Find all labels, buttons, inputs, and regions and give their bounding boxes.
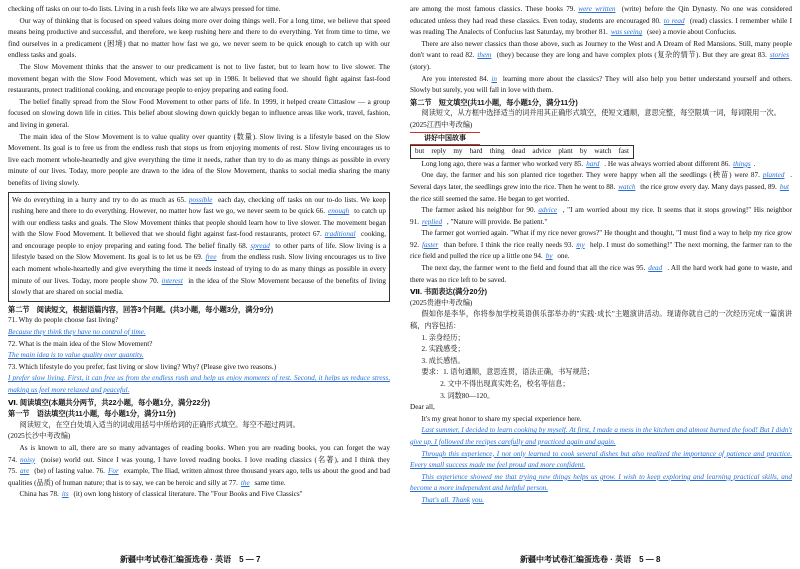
- requirement-3: 3. 词数80—120。: [440, 391, 495, 400]
- writing-prompt: 假如你是李华，你将参加学校英语俱乐部举办的"实践·成长"主题演讲活动。现请你就自己的一次经历完成一篇演讲稿，内容包括：: [410, 310, 792, 331]
- answer-68[interactable]: spread: [250, 241, 270, 250]
- requirement-1: 要求：1. 语句通顺，意思连贯，语法正确，书写规范；: [421, 368, 595, 377]
- paragraph: There are also newer classics than those above, such as Journey to the West and A Dream of Red Mansions. Still, many people don't want to read 82. them (they) because they are long and have complex plots (复杂的情节). But they are great 83. stories (story).: [410, 39, 792, 71]
- answer-82[interactable]: them: [477, 51, 492, 60]
- answer-79[interactable]: were written: [578, 5, 616, 13]
- answer-65[interactable]: possible: [188, 195, 213, 204]
- summary-box: [8, 192, 390, 302]
- instruction: 阅读短文，从方框中选择适当的词并用其正确形式填空，使短文通顺，意思完整，每空限填一词，每词限用一次。: [421, 109, 781, 118]
- answer-95[interactable]: dead: [648, 264, 663, 273]
- answer-72[interactable]: The main idea is to value quality over quantity.: [8, 351, 144, 360]
- answer-74[interactable]: noisy: [19, 455, 36, 464]
- part-heading: Ⅶ. 书面表达(满分20分): [410, 287, 488, 297]
- answer-92[interactable]: faster: [421, 240, 439, 249]
- answer-77[interactable]: the: [240, 478, 250, 487]
- answer-85[interactable]: hard: [586, 159, 600, 168]
- essay-salutation: Dear all,: [410, 403, 435, 412]
- question-71: 71. Why do people choose fast living?: [8, 316, 119, 325]
- footer-left: 新疆中考试卷汇编蛋选卷 · 英语 5 — 7: [120, 555, 261, 564]
- answer-75[interactable]: are: [19, 467, 30, 476]
- section-heading: 第二节 阅读短文，根据语篇内容，回答3个问题。(共3小题，每小题3分，满分9分): [8, 304, 274, 314]
- left-column: [8, 4, 390, 501]
- grammar-passage: As is known to all, there are so many advantages of reading books. When you are reading books, you can forget the way 74. noisy (noise) world out. Since I was young, I have loved reading books. I love reading classics (名著), and I think they 75. are (be) of lasting value. 76. For example, The Iliad, written almost three thousand years ago, tells us about the good and bad qualities (品质) of human nature; that is to say, we can be heroic and silly at 77. the same time.: [8, 443, 390, 487]
- instruction: 阅读短文，在空白处填入适当的词或用括号中所给词的正确形式填空。每空不超过两词。: [19, 420, 300, 429]
- answer-81[interactable]: was seeing: [610, 28, 643, 37]
- paragraph: Are you interested 84. in learning more about the classics? They will also help you better understand yourself and others. Slowly but surely, you will fall in love with them.: [410, 74, 792, 95]
- answer-76[interactable]: For: [107, 467, 119, 476]
- answer-84[interactable]: in: [491, 74, 497, 83]
- source-note: (2025贵港中考改编): [410, 298, 473, 307]
- answer-87[interactable]: planted: [762, 171, 785, 180]
- answer-93[interactable]: my: [576, 240, 585, 249]
- answer-90[interactable]: advice: [538, 206, 558, 215]
- story-banner: 讲好中国故事: [410, 132, 480, 146]
- paragraph: The main idea of the Slow Movement is to value quality over quantity (数量). Slow living is a lifestyle based on the Slow Movement. Its goal is to free us from the endless rush that stops us from enjoying moments of rest. Slow living encourages us to live each moment whole-heartedly and give everything the time it needs, rather than try to do as many things as possible in every minute of our lives. Today, more people are drawn to the idea of the Slow Movement, thanks to social media sharing the many benefits of living slowly.: [8, 132, 390, 187]
- answer-69[interactable]: free: [205, 253, 217, 262]
- essay-paragraph-1[interactable]: Last summer, I decided to learn cooking by myself. At first, I made a mess in the kitchen and almost burned the food! But I didn't give up. I followed the recipes carefully and practiced again and again.: [410, 426, 792, 446]
- source-note: (2025江西中考改编): [410, 120, 473, 129]
- essay-paragraph-3[interactable]: This experience showed me that trying new things helps us grow. I wish to keep exploring and learning practical skills, and become a more independent and helpful person.: [410, 472, 792, 493]
- paragraph: The Slow Movement thinks that the answer to our predicament is not to live faster, but to learn how to live slower. The movement began with the Slow Food Movement, which was set up in 1986. It believed that we should fight against fast-food restaurants, protect traditional cooking, and encourage people to enjoy preparing and eating food.: [8, 62, 390, 95]
- point-2: 2. 实践感受；: [421, 345, 465, 354]
- footer-right: 新疆中考试卷汇编蛋选卷 · 英语 5 — 8: [520, 555, 661, 564]
- part-heading: Ⅵ. 阅读填空(本题共分两节，共22小题，每小题1分，满分22分): [8, 397, 210, 407]
- requirement-2: 2. 文中不得出现真实姓名，校名等信息；: [440, 380, 570, 388]
- word-box: but reply my hard thing dead advice plant by watch fast: [410, 145, 634, 159]
- grammar-passage-right: are among the most famous classics. These books 79. were written (write) before the Qin Dynasty. No one was considered educated unless they had read these classics. Even today, students are encouraged 80. to read (read) classics. I remember while I was reading The Analects of Confucius last Saturday, my brother 81. was seeing (see) a movie about Confucius.: [410, 5, 792, 37]
- answer-73[interactable]: I prefer slow living. First, it can free us from the endless rush and help us enjoy moments of rest. Second, it helps us reduce stress, making us feel more relaxed and peaceful.: [8, 374, 390, 394]
- answer-88[interactable]: watch: [618, 182, 636, 191]
- answer-71[interactable]: Because they think they have no control of time.: [8, 328, 146, 337]
- story-paragraph: The farmer got worried again. "What if my rice never grows?" He thought and thought, "I must find a way to help my rice grow 92. faster than before. I think the rice really needs 93. my help. I must do something!" The next morning, the farmer ran to the rice field and pulled the rice up a little one 94. by one.: [410, 229, 792, 261]
- paragraph: Our way of thinking that is focused on speed values doing more over doing things well. For a long time, we believe that speed means being productive and successful, and therefore, we keep rushing here and there to do everything. Yet from time to time, we find ourselves in a predicament (困境) that no matter how fast we go, we never seem to be quick enough to catch up with our endless tasks and goals.: [8, 16, 390, 60]
- answer-70[interactable]: interest: [161, 276, 183, 285]
- essay-closing[interactable]: That's all. Thank you.: [421, 495, 484, 504]
- answer-80[interactable]: to read: [663, 16, 685, 25]
- answer-89[interactable]: but: [779, 182, 790, 191]
- story-paragraph: The farmer asked his neighbor for 90. advice , "I am worried about my rice. It seems that it stops growing!" His neighbor 91. replied , "Nature will provide. Be patient.": [410, 206, 792, 226]
- summary-text: We do everything in a hurry and try to do as much as 65. possible each day, checking off tasks on our to-do lists. We keep rushing here and there to do everything. However, no matter how fast we go, we never seem to be quick 66. enough to catch up with our endless tasks and goals. The Slow Movement thinks that people should learn how to live slower. The movement began with the Slow Food Movement. It believed that we should fight against fast-food restaurants, protect 67. traditional cooking, and encourage people to enjoy preparing and eating food. The belief finally 68. spread to other parts of life. Slow living is a lifestyle based on the Slow Movement. Its goal is to let us be 69. free from the endless rush. Slow living encourages us to live each moment whole-heartedly and give everything the time it needs instead of trying to do as many things as possible in every minute of our lives. Today, more people show 70. interest in the idea of the Slow Movement because of the benefits of living slowly that are shared on social media.: [12, 195, 387, 297]
- story-paragraph: The next day, the farmer went to the field and found that all the rice was 95. dead . All the hard work had gone to waste, and there was no rice left to be saved.: [410, 264, 793, 284]
- paragraph: The belief finally spread from the Slow Food Movement to other parts of life. In 1999, it helped create Cittaslow — a group focused on slowing down life in cities. This belief about slowing down quickly began to influence areas like work, travel, fashion, and living in general.: [8, 97, 390, 129]
- section-heading: 第二节 短文填空(共11小题，每小题1分，满分11分): [410, 97, 578, 107]
- answer-67[interactable]: traditional: [324, 230, 356, 239]
- story-paragraph: Long long ago, there was a farmer who worked very 85. hard . He was always worried about different 86. things .: [421, 159, 756, 168]
- answer-66[interactable]: enough: [328, 207, 350, 216]
- section-heading: 第一节 语法填空(共11小题，每小题1分，满分11分): [8, 409, 176, 419]
- answer-94[interactable]: by: [545, 252, 553, 261]
- answer-91[interactable]: replied: [421, 217, 443, 226]
- essay-opening: It's my great honor to share my special experience here.: [421, 414, 582, 423]
- source-note: (2025长沙中考改编): [8, 432, 71, 441]
- story-paragraph: One day, the farmer and his son planted rice together. They were happy when all the seedlings (秧苗) were 87. planted . Several days later, the seedlings grew into the rice. Then he went to 88. watch the rice grow every day. Many days passed, 89. but the rice still seemed the same. He began to get worried.: [410, 171, 792, 203]
- point-1: 1. 亲身经历；: [421, 333, 465, 342]
- answer-78[interactable]: its: [61, 490, 69, 499]
- point-3: 3. 成长感悟。: [421, 356, 465, 365]
- right-column: [410, 4, 792, 507]
- essay-paragraph-2[interactable]: Through this experience, I not only learned to cook several dishes but also realized the importance of patience and practice. Every small success made me feel proud and more confident.: [410, 449, 792, 470]
- answer-86[interactable]: things: [733, 159, 751, 168]
- question-73: 73. Which lifestyle do you prefer, fast living or slow living? Why? (Please give two reasons.): [8, 362, 277, 371]
- answer-83[interactable]: stories: [769, 51, 789, 60]
- paragraph: checking off tasks on our to-do lists. Living in a rush feels like we are always pressed for time.: [8, 5, 281, 13]
- question-72: 72. What is the main idea of the Slow Movement?: [8, 339, 153, 348]
- grammar-passage-cont: China has 78. its (it) own long history of classical literature. The "Four Books and Five Classics": [19, 490, 303, 499]
